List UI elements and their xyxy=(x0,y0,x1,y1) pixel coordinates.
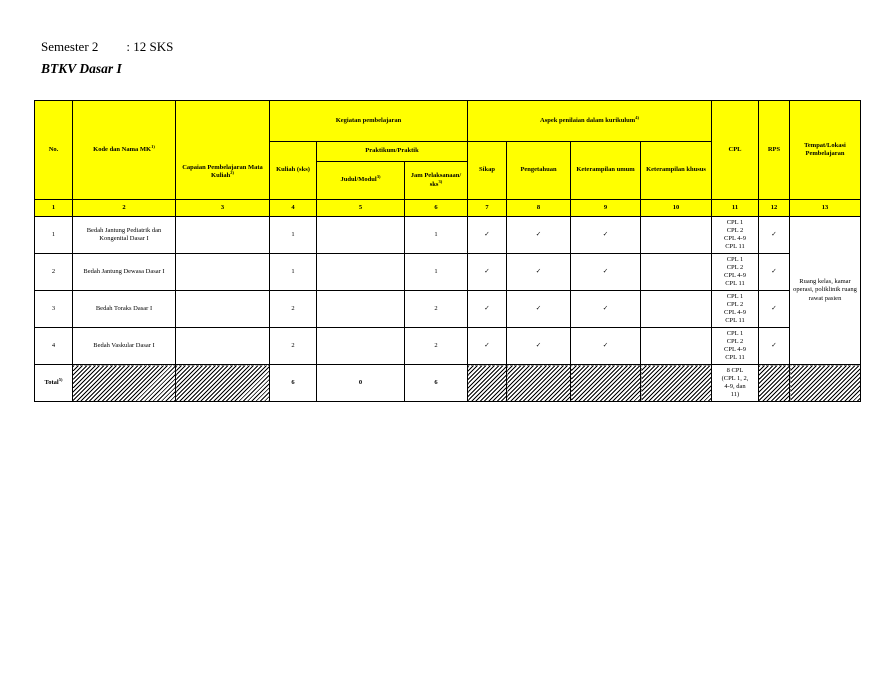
header-praktikum: Praktikum/Praktik xyxy=(317,142,468,162)
header-judul-modul: Judul/Modul$^{3)}$ xyxy=(317,162,405,200)
block-title: BTKV Dasar I xyxy=(41,61,122,76)
total-jam: 6 xyxy=(405,365,468,402)
rps-check: ✓ xyxy=(759,254,790,291)
header-cpl: CPL xyxy=(712,101,759,200)
course-name: Bedah Jantung Dewasa Dasar I xyxy=(73,254,176,291)
row-number: 4 xyxy=(35,328,73,365)
column-number: 10 xyxy=(641,200,712,217)
header-kegiatan: Kegiatan pembelajaran xyxy=(270,101,468,142)
hatched-cell xyxy=(759,365,790,402)
header-pengetahuan: Pengetahuan xyxy=(507,142,571,200)
rps-check: ✓ xyxy=(759,217,790,254)
judul-modul-cell xyxy=(317,328,405,365)
row-number: 3 xyxy=(35,291,73,328)
column-number: 12 xyxy=(759,200,790,217)
header-tempat: Tempat/Lokasi Pembelajaran xyxy=(790,101,861,200)
header-jam: Jam Pelaksanaan/ sks$^{3)}$ xyxy=(405,162,468,200)
pengetahuan-check: ✓ xyxy=(507,217,571,254)
hatched-cell xyxy=(468,365,507,402)
curriculum-table xyxy=(34,100,861,402)
column-number: 1 xyxy=(35,200,73,217)
header-rps: RPS xyxy=(759,101,790,200)
hatched-cell xyxy=(641,365,712,402)
capaian-cell xyxy=(176,328,270,365)
cpl-cell: CPL 1 CPL 2 CPL 4-9 CPL 11 xyxy=(712,217,759,254)
header-row-1 xyxy=(35,101,861,142)
table-row xyxy=(35,217,861,254)
table-row xyxy=(35,291,861,328)
hatched-cell xyxy=(176,365,270,402)
column-number: 3 xyxy=(176,200,270,217)
header-keterampilan-umum: Keterampilan umum xyxy=(571,142,641,200)
table-row xyxy=(35,328,861,365)
column-number: 2 xyxy=(73,200,176,217)
semester-sks: : 12 SKS xyxy=(126,39,174,54)
total-cpl: 8 CPL (CPL 1, 2, 4-9, dan 11) xyxy=(712,365,759,402)
course-name: Bedah Vaskular Dasar I xyxy=(73,328,176,365)
capaian-cell xyxy=(176,217,270,254)
column-number: 11 xyxy=(712,200,759,217)
row-number: 2 xyxy=(35,254,73,291)
judul-modul-cell xyxy=(317,291,405,328)
column-number: 6 xyxy=(405,200,468,217)
kuliah-sks: 1 xyxy=(270,254,317,291)
keterampilan-khusus-cell xyxy=(641,291,712,328)
column-number: 9 xyxy=(571,200,641,217)
keterampilan-umum-check: ✓ xyxy=(571,217,641,254)
jam-pelaksanaan: 2 xyxy=(405,328,468,365)
keterampilan-umum-check: ✓ xyxy=(571,328,641,365)
kuliah-sks: 2 xyxy=(270,328,317,365)
jam-pelaksanaan: 1 xyxy=(405,217,468,254)
hatched-cell xyxy=(571,365,641,402)
cpl-cell: CPL 1 CPL 2 CPL 4-9 CPL 11 xyxy=(712,328,759,365)
column-number-row xyxy=(35,200,861,217)
column-number: 4 xyxy=(270,200,317,217)
header-sikap: Sikap xyxy=(468,142,507,200)
keterampilan-khusus-cell xyxy=(641,254,712,291)
keterampilan-khusus-cell xyxy=(641,217,712,254)
total-row xyxy=(35,365,861,402)
sikap-check: ✓ xyxy=(468,254,507,291)
rps-check: ✓ xyxy=(759,328,790,365)
kuliah-sks: 2 xyxy=(270,291,317,328)
column-number: 13 xyxy=(790,200,861,217)
column-number: 5 xyxy=(317,200,405,217)
column-number: 8 xyxy=(507,200,571,217)
hatched-cell xyxy=(507,365,571,402)
total-kuliah: 6 xyxy=(270,365,317,402)
header-keterampilan-khusus: Keterampilan khusus xyxy=(641,142,712,200)
keterampilan-umum-check: ✓ xyxy=(571,254,641,291)
table-row xyxy=(35,254,861,291)
capaian-cell xyxy=(176,254,270,291)
total-label: Total$^{5)}$ xyxy=(35,365,73,402)
hatched-cell xyxy=(790,365,861,402)
sikap-check: ✓ xyxy=(468,291,507,328)
hatched-cell xyxy=(73,365,176,402)
course-name: Bedah Toraks Dasar I xyxy=(73,291,176,328)
location-cell: Ruang kelas, kamar operasi, poliklinik ruang rawat pasien xyxy=(790,217,861,365)
keterampilan-umum-check: ✓ xyxy=(571,291,641,328)
course-name: Bedah Jantung Pediatrik dan Kongenital Dasar I xyxy=(73,217,176,254)
column-number: 7 xyxy=(468,200,507,217)
keterampilan-khusus-cell xyxy=(641,328,712,365)
header-no: No. xyxy=(35,101,73,200)
kuliah-sks: 1 xyxy=(270,217,317,254)
header-aspek: Aspek penilaian dalam kurikulum$^{4)}$ xyxy=(468,101,712,142)
semester-line xyxy=(41,39,173,55)
semester-label: Semester 2 xyxy=(41,39,99,54)
pengetahuan-check: ✓ xyxy=(507,328,571,365)
jam-pelaksanaan: 1 xyxy=(405,254,468,291)
sikap-check: ✓ xyxy=(468,217,507,254)
cpl-cell: CPL 1 CPL 2 CPL 4-9 CPL 11 xyxy=(712,291,759,328)
row-number: 1 xyxy=(35,217,73,254)
capaian-cell xyxy=(176,291,270,328)
judul-modul-cell xyxy=(317,217,405,254)
rps-check: ✓ xyxy=(759,291,790,328)
judul-modul-cell xyxy=(317,254,405,291)
pengetahuan-check: ✓ xyxy=(507,291,571,328)
header-capaian: Capaian Pembelajaran Mata Kuliah$^{2)}$ xyxy=(176,101,270,200)
cpl-cell: CPL 1 CPL 2 CPL 4-9 CPL 11 xyxy=(712,254,759,291)
jam-pelaksanaan: 2 xyxy=(405,291,468,328)
pengetahuan-check: ✓ xyxy=(507,254,571,291)
total-judul-modul: 0 xyxy=(317,365,405,402)
sikap-check: ✓ xyxy=(468,328,507,365)
header-kuliah: Kuliah (sks) xyxy=(270,142,317,200)
header-kode-nama: Kode dan Nama MK$^{1)}$ xyxy=(73,101,176,200)
